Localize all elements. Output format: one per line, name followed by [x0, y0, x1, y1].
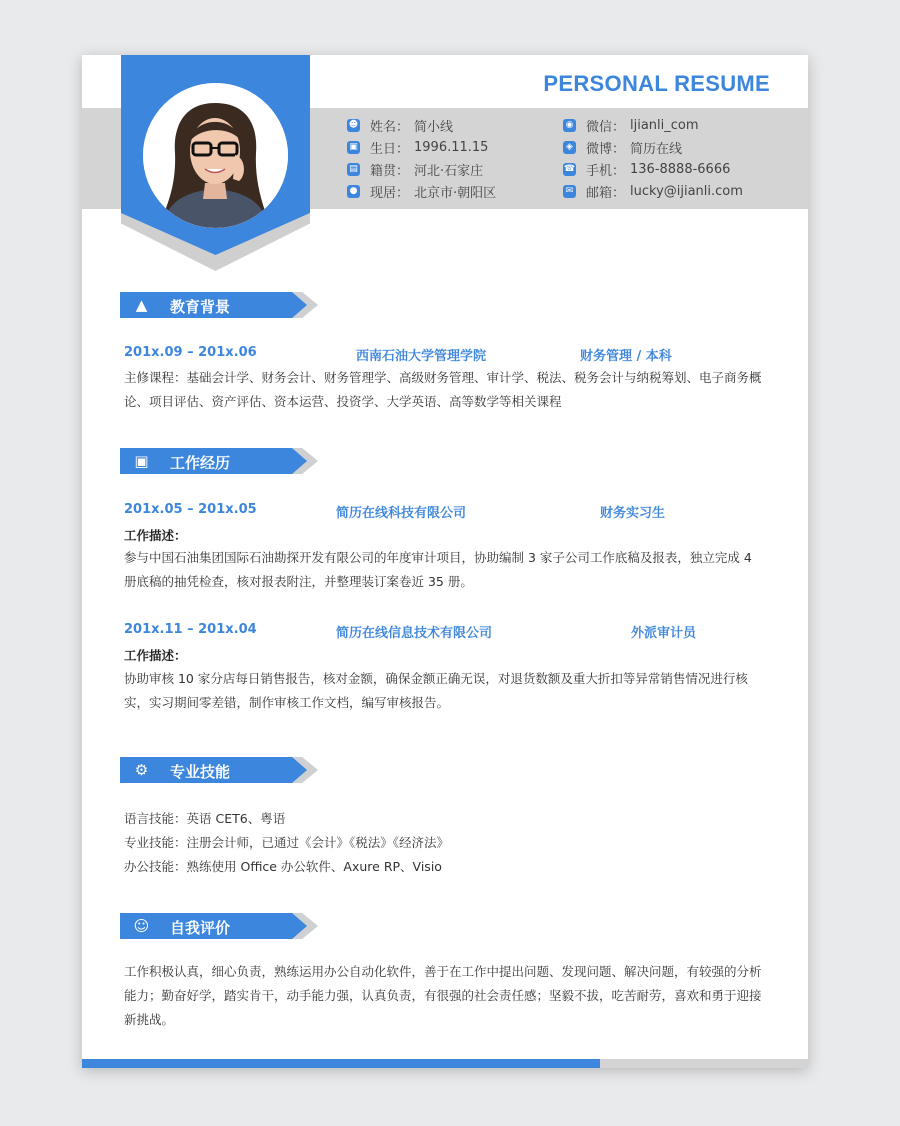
education-school: 西南石油大学管理学院 — [356, 349, 487, 364]
job-company: 简历在线信息技术有限公司 — [336, 626, 493, 641]
phone-icon: ☎ — [563, 163, 576, 174]
wechat-icon: ◉ — [563, 119, 576, 132]
info-value: ljianli_com — [630, 117, 699, 133]
info-label: 微信： — [586, 119, 626, 135]
info-label: 籍贯： — [370, 163, 410, 179]
location-pin-icon: ● — [347, 185, 360, 198]
job-position: 外派审计员 — [631, 626, 697, 641]
info-value: 简历在线 — [630, 141, 683, 157]
job-period: 201x.05 – 201x.05 — [124, 502, 257, 517]
section-title: 专业技能 — [170, 763, 231, 781]
id-card-icon: ▤ — [347, 163, 360, 176]
job-position: 财务实习生 — [600, 506, 666, 521]
info-birthday — [347, 137, 488, 157]
info-value: 北京市·朝阳区 — [414, 185, 497, 201]
resume-title: PERSONAL RESUME — [543, 71, 770, 96]
section-header-work — [120, 448, 318, 474]
info-wechat — [563, 115, 699, 135]
info-label: 姓名： — [370, 119, 410, 135]
footer-bar-blue — [82, 1059, 600, 1068]
info-hometown — [347, 159, 483, 179]
user-icon: ☺ — [133, 917, 150, 935]
education-courses: 主修课程：基础会计学、财务会计、财务管理学、高级财务管理、审计学、税法、税务会计与纳税筹划、电子商务概论、项目评估、资产评估、资本运营、投资学、大学英语、高等数学等相关课程 — [124, 370, 762, 409]
info-value: 简小线 — [414, 119, 454, 135]
resume-page — [82, 55, 808, 1068]
info-value: 河北·石家庄 — [414, 163, 484, 179]
profile-photo — [143, 83, 288, 228]
info-label: 微博： — [586, 141, 626, 157]
job-company: 简历在线科技有限公司 — [336, 506, 467, 521]
calendar-icon: ▣ — [347, 141, 360, 154]
job-desc-label: 工作描述： — [124, 648, 187, 663]
job-desc: 参与中国石油集团国际石油勘探开发有限公司的年度审计项目，协助编制 3 家子公司工作底稿及报表，独立完成 4 册底稿的抽凭检查，核对报表附注，并整理装订案卷近 35 册。 — [124, 550, 752, 589]
section-title: 工作经历 — [170, 454, 231, 472]
job-desc-label: 工作描述： — [124, 528, 187, 543]
skill-item: 办公技能：熟练使用 Office 办公软件、Axure RP、Visio — [124, 859, 442, 874]
info-value: 136-8888-6666 — [630, 161, 731, 177]
footer-bar-gray — [600, 1059, 808, 1068]
info-value: 1996.11.15 — [414, 139, 489, 155]
weibo-icon: ◈ — [563, 141, 576, 154]
info-phone — [563, 159, 730, 179]
info-label: 手机： — [586, 163, 626, 179]
job-period: 201x.11 – 201x.04 — [124, 622, 257, 637]
gear-icon: ⚙ — [134, 761, 149, 779]
section-header-self-eval — [120, 913, 318, 939]
section-title: 教育背景 — [170, 298, 231, 316]
info-label: 邮箱： — [586, 185, 626, 201]
skill-item: 语言技能：英语 CET6、粤语 — [124, 811, 286, 826]
section-header-education — [120, 292, 318, 318]
info-label: 生日： — [370, 141, 410, 157]
info-residence — [347, 181, 496, 201]
self-eval-text: 工作积极认真，细心负责，熟练运用办公自动化软件，善于在工作中提出问题、发现问题、解决问题，有较强的分析能力；勤奋好学，踏实肯干，动手能力强，认真负责，有很强的社会责任感；坚毅不拔，吃苦耐劳，喜欢和勇于迎接新挑战。 — [124, 964, 762, 1027]
mail-icon: ✉ — [563, 185, 576, 198]
education-major: 财务管理 / 本科 — [580, 349, 672, 364]
section-title: 自我评价 — [170, 919, 231, 937]
info-label: 现居： — [370, 185, 410, 201]
briefcase-icon: ▣ — [134, 452, 149, 470]
info-value: lucky@ijianli.com — [630, 183, 743, 199]
person-icon: ☻ — [348, 119, 359, 130]
info-name — [347, 115, 453, 135]
section-header-skills — [120, 757, 318, 783]
info-weibo — [563, 137, 682, 157]
education-period: 201x.09 – 201x.06 — [124, 345, 257, 360]
job-desc: 协助审核 10 家分店每日销售报告，核对金额，确保金额正确无误，对退货数额及重大折扣等异常销售情况进行核实，实习期间零差错，制作审核工作文档，编写审核报告。 — [124, 671, 748, 710]
graduation-cap-icon: ▲ — [135, 296, 148, 314]
skill-item: 专业技能：注册会计师，已通过《会计》《税法》《经济法》 — [124, 835, 450, 850]
info-email — [563, 181, 743, 201]
